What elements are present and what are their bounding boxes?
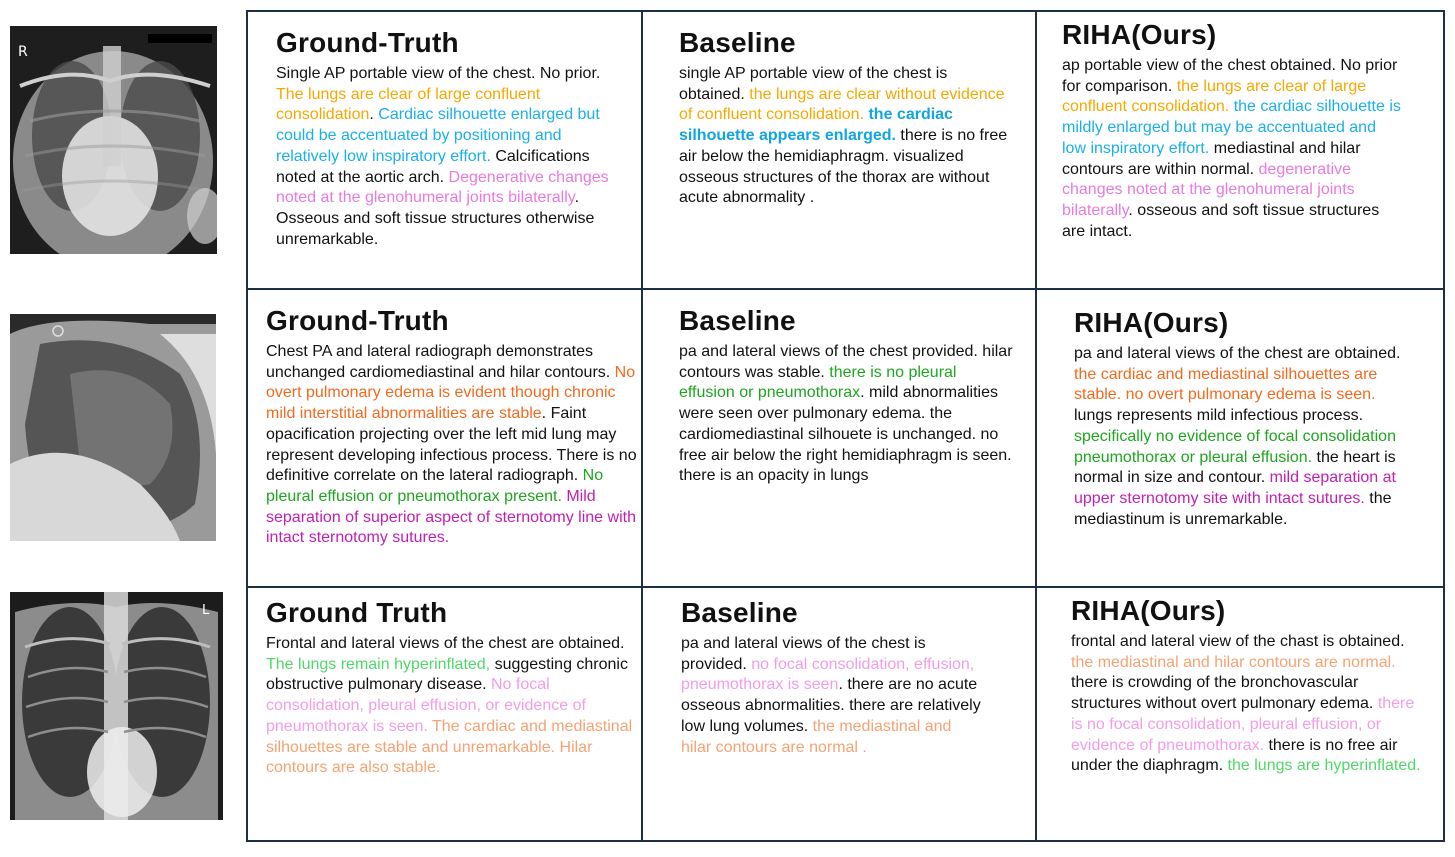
report-text: . mild abnormalities were seen over pulmonary edema. the cardiomediastinal silhouete is unchanged. no free air below the right hemidiaphragm is seen. there is an opacity in lungs (679, 384, 1012, 485)
report-text: the mediastinum is unremarkable. (1074, 489, 1392, 528)
highlighted-finding: specifically no evidence of focal consolidation pneumothorax or pleural effusion. (1074, 427, 1396, 466)
highlighted-finding: the lungs are clear without evidence of confluent consolidation. (679, 85, 1005, 124)
xray-lateral-illustration (10, 314, 216, 541)
row1-riha-cell (1035, 10, 1445, 290)
report-text: there is no free air below the hemidiaphragm. visualized osseous structures of the thorax are without acute abnormality . (679, 127, 1008, 207)
xray-marker-r: R (18, 44, 28, 60)
xray-image-1 (10, 26, 217, 254)
row3-riha-title: RIHA(Ours) (1071, 595, 1226, 626)
row2-ground-truth-text (266, 342, 638, 549)
row2-riha-cell (1035, 288, 1445, 588)
report-text: frontal and lateral view of the chast is obtained. (1071, 633, 1405, 650)
row2-ground-truth-title: Ground-Truth (266, 305, 449, 336)
row1-riha-title: RIHA(Ours) (1062, 19, 1217, 50)
highlighted-finding: mild separation at upper sternotomy site with intact sutures. (1074, 469, 1396, 507)
highlighted-finding: the lungs are hyperinflated. (1227, 757, 1421, 775)
highlighted-finding: Mild separation of superior aspect of sternotomy line with intact sternotomy sutures. (266, 487, 636, 547)
row1-baseline-text (679, 64, 1014, 209)
row3-baseline-cell (641, 586, 1037, 842)
row1-ground-truth-cell (246, 10, 643, 290)
row1-baseline-cell (641, 10, 1037, 290)
report-text: Calcifications noted at the aortic arch. (276, 147, 590, 186)
highlighted-finding: the mediastinal and hilar contours are normal. (1071, 653, 1396, 671)
highlighted-finding: degenerative changes noted at the glenohumeral joints bilaterally (1062, 160, 1355, 219)
row1-ground-truth-title: Ground-Truth (276, 27, 459, 58)
report-text: single AP portable view of the chest is obtained. (679, 65, 948, 103)
report-text: there is no free air under the diaphragm. (1071, 736, 1398, 775)
highlighted-finding: the cardiac silhouette is mildly enlarged but may be accentuated and low inspiratory effort. (1062, 98, 1401, 157)
row2-riha-title: RIHA(Ours) (1074, 307, 1229, 338)
row3-baseline-text (681, 634, 986, 758)
report-text: . Faint opacification projecting over the left mid lung may represent developing infectious process. There is no definitive correlate on the lateral radiograph. (266, 405, 637, 485)
row3-baseline-title: Baseline (681, 597, 798, 628)
highlighted-finding: The cardiac and mediastinal silhouettes are stable and unremarkable. Hilar contours are also stable. (266, 717, 633, 777)
row3-riha-text (1071, 632, 1426, 777)
report-text: . (369, 106, 379, 124)
report-text: . there are no acute osseous abnormalities. there are relatively low lung volumes. (681, 676, 981, 735)
row2-riha-text (1074, 344, 1414, 530)
row1-riha-text (1062, 56, 1402, 242)
report-text: the heart is normal in size and contour. (1074, 448, 1396, 487)
row3-riha-cell (1035, 586, 1445, 842)
report-text: pa and lateral views of the chest is provided. (681, 635, 926, 673)
row3-ground-truth-cell (246, 586, 643, 842)
highlighted-finding: No overt pulmonary edema is evident though chronic mild interstitial abnormalities are stable (266, 363, 636, 423)
highlighted-finding: there is no pleural effusion or pneumothorax (679, 363, 957, 402)
highlighted-finding: the lungs are clear of large confluent consolidation. (1062, 77, 1367, 116)
row2-baseline-title: Baseline (679, 305, 796, 336)
highlighted-finding: The lungs are clear of large confluent consolidation (276, 85, 541, 124)
report-text: pa and lateral views of the chest provided. hilar contours was stable. (679, 343, 1013, 381)
report-text: Frontal and lateral views of the chest are obtained. (266, 635, 625, 652)
row3-ground-truth-title: Ground Truth (266, 597, 448, 628)
row1-ground-truth-text (276, 64, 616, 250)
report-text: Chest PA and lateral radiograph demonstrates unchanged cardiomediastinal and hilar contours. (266, 343, 615, 381)
highlighted-finding: No pleural effusion or pneumothorax present. (266, 467, 604, 505)
xray-image-3 (10, 592, 223, 820)
report-text: lungs represents mild infectious process. (1074, 407, 1364, 425)
highlighted-finding: no focal consolidation, effusion, pneumothorax is seen (681, 655, 975, 694)
highlighted-finding: the mediastinal and hilar contours are normal . (681, 717, 952, 756)
highlighted-finding: the cardiac and mediastinal silhouettes are stable. no overt pulmonary edema is seen. (1074, 365, 1378, 404)
xray-frontal-ap-illustration (10, 26, 217, 254)
xray-image-2 (10, 314, 216, 541)
xray-frontal-pa-illustration (10, 592, 223, 820)
row2-baseline-cell (641, 288, 1037, 588)
report-text: mediastinal and hilar contours are within normal. (1062, 139, 1361, 178)
row2-baseline-text (679, 342, 1014, 487)
highlighted-finding: the cardiac silhouette appears enlarged. (679, 106, 953, 145)
report-text: Single AP portable view of the chest. No prior. (276, 65, 601, 82)
highlighted-finding: Degenerative changes noted at the glenohumeral joints bilaterally (276, 168, 609, 207)
highlighted-finding: there is no focal consolidation, pleural effusion, or evidence of pneumothorax. (1071, 695, 1415, 754)
report-text: . osseous and soft tissue structures are intact. (1062, 201, 1380, 240)
report-text: pa and lateral views of the chest are obtained. (1074, 345, 1401, 362)
report-text: . Osseous and soft tissue structures otherwise unremarkable. (276, 189, 595, 248)
report-text: ap portable view of the chest obtained. No prior for comparison. (1062, 57, 1398, 95)
row1-baseline-title: Baseline (679, 27, 796, 58)
report-text: there is crowding of the bronchovascular structures without overt pulmonary edema. (1071, 674, 1378, 713)
report-text: suggesting chronic obstructive pulmonary disease. (266, 655, 628, 694)
highlighted-finding: No focal consolidation, pleural effusion, or evidence of pneumothorax is seen. (266, 676, 586, 735)
highlighted-finding: Cardiac silhouette enlarged but could be accentuated by positioning and relatively low inspiratory effort. (276, 106, 600, 165)
row3-ground-truth-text (266, 634, 636, 779)
row2-ground-truth-cell (246, 288, 643, 588)
highlighted-finding: The lungs remain hyperinflated, (266, 655, 491, 673)
xray-marker-l: L (202, 603, 210, 618)
